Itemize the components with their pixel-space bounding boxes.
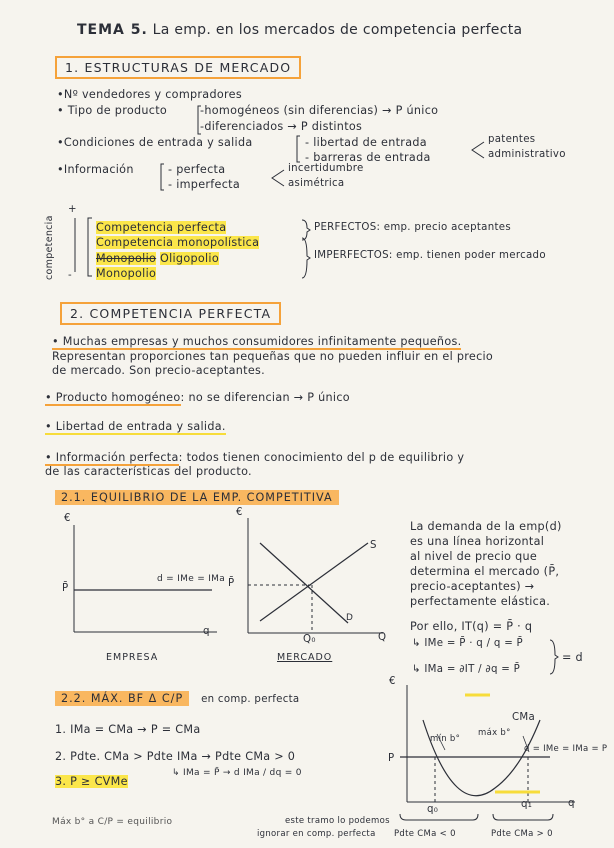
mercado-price-label: P̄ xyxy=(228,578,235,589)
cost-line-label: d = IMe = IMa = P xyxy=(524,744,608,754)
brace-imperfectos xyxy=(300,238,310,280)
barrera-patentes: patentes xyxy=(488,134,536,145)
footnote-pdte-positiva: Pdte CMa > 0 xyxy=(491,829,553,839)
section-2-2-suffix: en comp. perfecta xyxy=(201,694,300,705)
arrow-split-barreras xyxy=(470,140,486,160)
section-heading-2: 2. COMPETENCIA PERFECTA xyxy=(60,302,281,325)
footnote-maximo: Máx b° a C/P = equilibrio xyxy=(52,817,173,827)
explain-line-6: perfectamente elástica. xyxy=(410,595,551,608)
explain-line-5: precio-aceptantes) → xyxy=(410,580,535,593)
brace-informacion xyxy=(158,164,168,194)
rule-1: 1. IMa = CMa → P = CMa xyxy=(55,723,201,736)
cost-cma-label: CMa xyxy=(512,712,536,723)
supply-curve xyxy=(260,543,368,621)
p-no-diferencian: : no se diferencian → P único xyxy=(180,391,350,404)
empresa-price-label: P̄ xyxy=(62,583,69,594)
page-title xyxy=(77,22,522,38)
brace-perfectos xyxy=(300,220,310,240)
entrada-barreras: - barreras de entrada xyxy=(305,151,431,164)
formula-equals-d: = d xyxy=(562,651,583,664)
empresa-line-label: d = IMe = IMa xyxy=(157,574,226,584)
footnote-tramo-1: este tramo lo podemos xyxy=(285,816,390,826)
producto-diferenciado: -diferenciados → P distintos xyxy=(200,120,363,133)
market-competencia-monopolistica: Competencia monopolística xyxy=(96,236,260,249)
explain-line-2: es una línea horizontal xyxy=(410,535,545,548)
producto-homogeneo: -homogéneos (sin diferencias) → P único xyxy=(200,104,439,117)
cost-q-label: q xyxy=(568,798,575,809)
footnote-tramo-2: ignorar en comp. perfecta xyxy=(257,829,376,839)
rule-2: 2. Pdte. CMa > Pdte IMa → Pdte CMa > 0 xyxy=(55,750,296,763)
section-heading-2-2: 2.2. MÁX. BF Δ C/P xyxy=(55,691,189,706)
bullet-producto: • Tipo de producto xyxy=(57,104,168,117)
formula-ima: ↳ IMa = ∂IT / ∂q = P̄ xyxy=(412,664,521,675)
competencia-axis xyxy=(71,218,79,274)
rule-3: 3. P ≥ CVMe xyxy=(55,775,128,788)
brace-producto xyxy=(195,106,205,136)
p-representan: Representan proporciones tan pequeñas que no pueden influir en el precio xyxy=(52,350,494,363)
market-competencia-perfecta: Competencia perfecta xyxy=(96,221,227,234)
brace-formulas xyxy=(548,640,558,674)
empresa-q-label: q xyxy=(203,626,210,637)
p-informacion-perfecta: • Información perfecta xyxy=(45,451,179,464)
p-precio-aceptantes: de mercado. Son precio-aceptantes. xyxy=(52,364,265,377)
p-libertad-entrada: • Libertad de entrada y salida. xyxy=(45,420,226,433)
plus-sign: + xyxy=(68,204,77,215)
title-prefix: TEMA 5. xyxy=(77,22,148,38)
cost-q0-label: q₀ xyxy=(427,804,439,815)
entrada-libertad: - libertad de entrada xyxy=(305,136,427,149)
p-todos-conocimiento: : todos tienen conocimiento del p de equilibrio y xyxy=(178,451,465,464)
footnote-brackets xyxy=(398,812,568,826)
mercado-s-label: S xyxy=(370,540,377,551)
cost-min-label: mín b° xyxy=(430,734,461,744)
section-heading-2-1: 2.1. EQUILIBRIO DE LA EMP. COMPETITIVA xyxy=(55,490,339,505)
brace-entrada xyxy=(294,136,304,166)
p-caracteristicas: de las características del producto. xyxy=(45,465,252,478)
imperfectos-label: IMPERFECTOS: emp. tienen poder mercado xyxy=(314,250,546,261)
footnote-pdte-negativa: Pdte CMa < 0 xyxy=(394,829,456,839)
info-incertidumbre: incertidumbre xyxy=(288,163,364,174)
title-text: La emp. en los mercados de competencia perfecta xyxy=(152,22,523,38)
bullet-vendedores: •Nº vendedores y compradores xyxy=(57,88,242,101)
empresa-y-axis-label: € xyxy=(64,513,71,524)
mercado-q0-label: Q₀ xyxy=(303,634,316,645)
mercado-d-label: D xyxy=(346,613,354,623)
explain-line-3: al nivel de precio que xyxy=(410,550,538,563)
section-heading-1: 1. ESTRUCTURAS DE MERCADO xyxy=(55,56,301,79)
formula-ime: ↳ IMe = P̄ · q / q = P̄ xyxy=(412,638,524,649)
explain-line-1: La demanda de la emp(d) xyxy=(410,520,562,533)
market-oligopolio: Oligopolio xyxy=(160,252,219,265)
p-producto-homogeneo: • Producto homogéneo xyxy=(45,391,181,404)
market-monopolio-tachado: Monopolio xyxy=(96,252,157,265)
cost-y-axis-label: € xyxy=(389,676,396,687)
mercado-q-label: Q xyxy=(378,632,387,643)
barrera-administrativo: administrativo xyxy=(488,149,566,160)
spectrum-bracket xyxy=(86,218,94,278)
info-asimetrica: asimétrica xyxy=(288,178,345,189)
mercado-y-axis-label: € xyxy=(236,507,243,518)
explain-line-4: determina el mercado (P̄, xyxy=(410,565,560,578)
rule-2-note: ↳ IMa = P̄ → d IMa / dq = 0 xyxy=(172,768,302,778)
mercado-caption: MERCADO xyxy=(277,652,333,663)
cost-q1-label: q₁ xyxy=(521,799,533,810)
minus-sign: - xyxy=(68,270,72,281)
info-perfecta: - perfecta xyxy=(168,163,226,176)
competencia-axis-label: competencia xyxy=(44,215,55,280)
bullet-entrada: •Condiciones de entrada y salida xyxy=(57,136,253,149)
bullet-informacion: •Información xyxy=(57,163,134,176)
formula-it: Por ello, IT(q) = P̄ · q xyxy=(410,620,533,633)
cost-price-label: P xyxy=(388,753,395,764)
info-imperfecta: - imperfecta xyxy=(168,178,240,191)
cost-max-label: máx b° xyxy=(478,728,511,738)
p-muchas-empresas: • Muchas empresas y muchos consumidores infinitamente pequeños. xyxy=(52,335,462,348)
graph-mercado xyxy=(238,513,408,643)
arrow-split-imperfecta xyxy=(270,168,286,188)
market-monopolio: Monopolio xyxy=(96,267,157,280)
empresa-caption: EMPRESA xyxy=(106,652,159,663)
perfectos-label: PERFECTOS: emp. precio aceptantes xyxy=(314,222,511,233)
